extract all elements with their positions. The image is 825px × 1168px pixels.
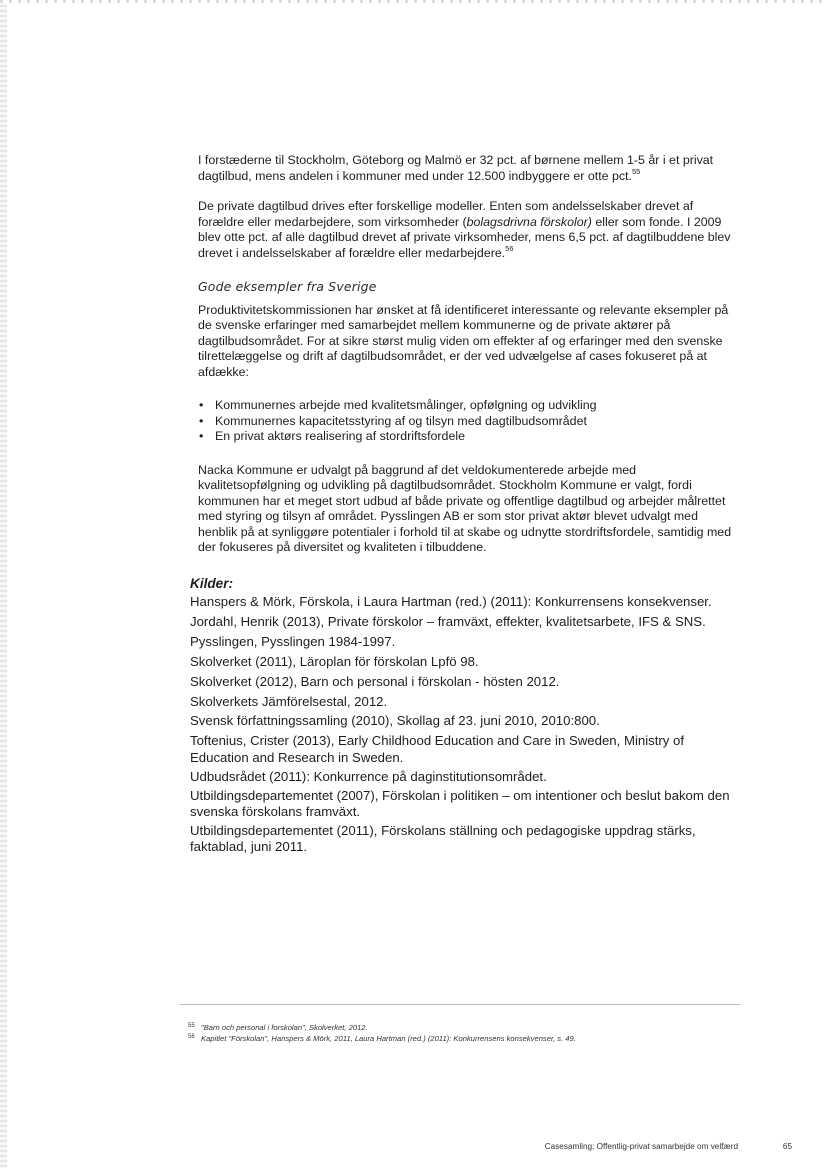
- source-item: Pysslingen, Pysslingen 1984-1997.: [190, 633, 396, 649]
- source-item: Udbudsrådet (2011): Konkurrence på daginstitutionsområdet.: [190, 768, 547, 784]
- source-item: Svensk författningssamling (2010), Skollag af 23. juni 2010, 2010:800.: [190, 713, 600, 729]
- bullet-icon: •: [199, 413, 204, 428]
- list-item-text: Kommunernes arbejde med kvalitetsmålinger, opfølgning og udvikling: [215, 398, 597, 412]
- paragraph-2: [198, 199, 738, 261]
- source-item: Toftenius, Crister (2013), Early Childhood Education and Care in Sweden, Ministry of Education and Research in Sweden.: [190, 733, 685, 765]
- source-item: Skolverkets Jämförelsestal, 2012.: [190, 693, 388, 709]
- footnote-divider: [180, 1004, 740, 1005]
- paragraph-2-text-b: eller som fonde. I 2009 blev otte pct. af alle dagtilbud drevet af private virksomheder, mens 6,5 pct. af dagtilbuddene blev drevet i andelsselskaber af forældre eller medarbejdere.: [198, 214, 731, 260]
- bullet-list: [198, 398, 738, 445]
- source-item: Utbildingsdepartementet (2011), Förskolans ställning och pedagogiske uppdrag stärks, faktablad, juni 2011.: [190, 822, 696, 855]
- footnotes: [188, 1023, 748, 1044]
- scan-edge-artifact: [0, 0, 7, 1168]
- list-item: [198, 429, 738, 445]
- source-item: Hanspers & Mörk, Förskola, i Laura Hartman (red.) (2011): Konkurrensens konsekvenser.: [190, 594, 712, 609]
- footnote-55: [188, 1023, 748, 1034]
- page-number: 65: [782, 1142, 792, 1151]
- list-item: [198, 414, 738, 430]
- bullet-icon: •: [199, 429, 204, 443]
- footnote-text: Kapitlet "Förskolan", Hanspers & Mörk, 2011, Laura Hartman (red.) (2011): Konkurrensens konsekvenser, s. 49.: [201, 1033, 576, 1043]
- source-item: Skolverket (2011), Läroplan för förskolan Lpfö 98.: [190, 653, 479, 669]
- list-item: [198, 398, 738, 414]
- sources-section: [190, 574, 745, 858]
- list-item-text: Kommunernes kapacitetsstyring af og tilsyn med dagtilbudsområdet: [215, 413, 587, 428]
- paragraph-2-text-a: De private dagtilbud drives efter forskellige modeller. Enten som andelsselskaber drevet af forældre eller medarbejdere, som virksomheder (: [198, 199, 694, 229]
- footnote-number: 56: [188, 1033, 195, 1040]
- source-item: Jordahl, Henrik (2013), Private förskolor – framväxt, effekter, kvalitetsarbete, IFS & SNS.: [190, 613, 706, 629]
- footnote-ref-56: 56: [505, 243, 514, 253]
- source-item: Skolverket (2012), Barn och personal i förskolan - hösten 2012.: [190, 673, 560, 689]
- paragraph-1: [198, 153, 738, 184]
- paragraph-1-text: I forstæderne til Stockholm, Göteborg og Malmö er 32 pct. af børnene mellem 1-5 år i et privat dagtilbud, mens andelen i kommuner med under 12.500 indbyggere er otte pct.: [198, 153, 714, 183]
- sources-heading: Kilder:: [190, 576, 234, 591]
- scan-top-artifact: [0, 0, 825, 3]
- paragraph-2-italic: bolagsdrivna förskolor): [466, 214, 592, 229]
- bullet-icon: •: [199, 398, 204, 412]
- footnote-text: "Barn och personal i forskolan", Skolverket, 2012.: [201, 1023, 368, 1032]
- running-footer-title: Casesamling: Offentlig-privat samarbejde om velfærd: [544, 1142, 738, 1151]
- section-subheading: Gode eksempler fra Sverige: [198, 279, 377, 294]
- footnote-number: 55: [188, 1023, 195, 1029]
- paragraph-3: Produktivitetskommissionen har ønsket at få identificeret interessante og relevante eksempler på de svenske erfaringer med samarbejdet mellem kommunerne og de private aktører på dagtilbudsområdet. For at sikre størst mulig viden om effekter af og erfaringer med den svenske tilrettelæggelse og drift af dagtilbudsområdet, er der ved udvælgelse af cases fokuseret på at afdække:: [198, 302, 729, 379]
- footnote-ref-55: 55: [631, 166, 641, 176]
- list-item-text: En privat aktørs realisering af stordriftsfordele: [215, 429, 465, 443]
- source-item: Utbildingsdepartementet (2007), Förskolan i politiken – om intentioner och beslut bakom den svenska förskolans framväxt.: [190, 787, 730, 819]
- paragraph-4: Nacka Kommune er udvalgt på baggrund af det veldokumenterede arbejde med kvalitetsopfølgning og udvikling på dagtilbudsområdet. Stockholm Kommune er valgt, fordi kommunen har et meget stort udbud af både private og offentlige dagtilbud og arbejder målrettet med styring og tilsyn af området. Pysslingen AB er som stor privat aktør blevet udvalgt med henblik på at synliggøre potentialer i forhold til at skabe og udnytte stordriftsfordele, samtidig med der fokuseres på diversitet og kvaliteten i tilbuddene.: [198, 462, 732, 554]
- footnote-56: [188, 1034, 748, 1045]
- main-text: [198, 153, 738, 571]
